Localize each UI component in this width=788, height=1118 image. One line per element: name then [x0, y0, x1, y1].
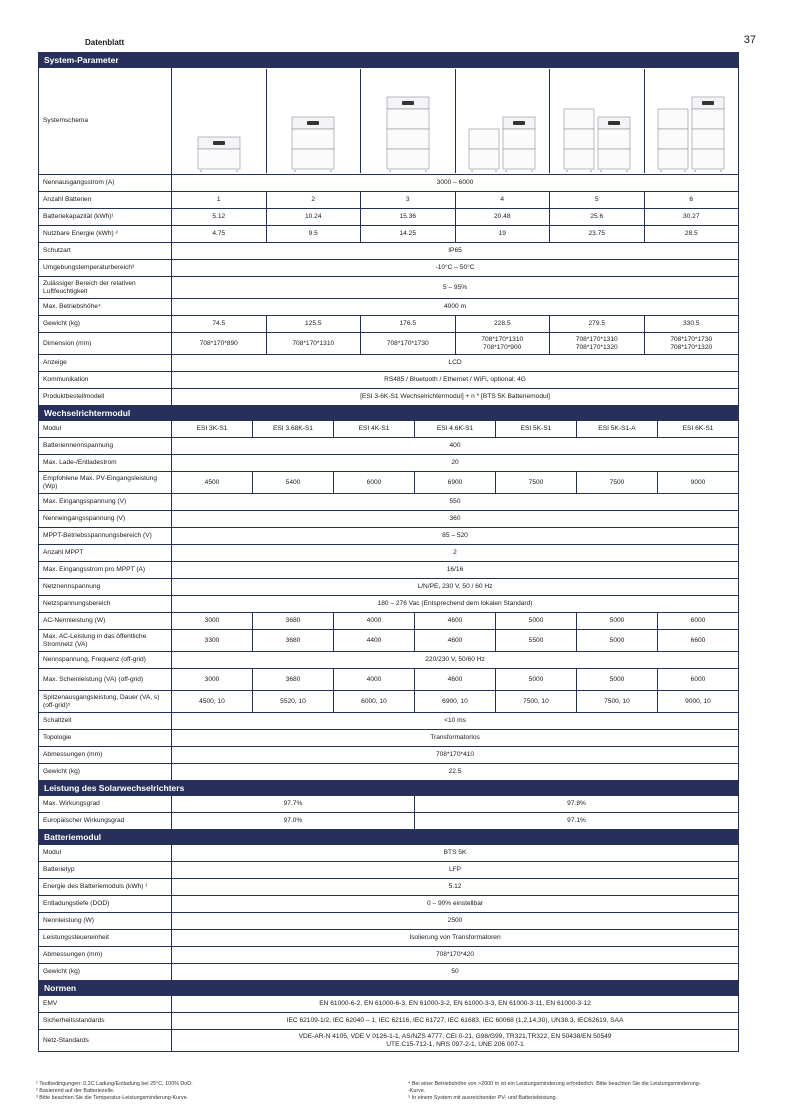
- value-cell: 6000: [658, 669, 739, 691]
- section-header-battery: [39, 830, 739, 845]
- value-cell: 360: [172, 511, 739, 528]
- system-illustration: [455, 69, 550, 173]
- table-row: [39, 438, 739, 455]
- value-cell: 3300: [172, 630, 253, 652]
- value-cell: 7500, 10: [496, 691, 577, 713]
- table-row: [39, 511, 739, 528]
- document-title: Datenblatt: [85, 38, 125, 47]
- system-schema-illustrations: [172, 68, 739, 175]
- table-row: [39, 613, 739, 630]
- value-cell: 97.8%: [415, 796, 739, 813]
- table-row: [39, 260, 739, 277]
- value-cell: 6600: [658, 630, 739, 652]
- value-cell: 5520, 10: [253, 691, 334, 713]
- row-label: Nennspannung, Frequenz (off-grid): [39, 652, 172, 669]
- row-label: Nutzbare Energie (kWh) ²: [39, 226, 172, 243]
- table-row: [39, 243, 739, 260]
- value-cell: 5.12: [212, 213, 226, 220]
- value-cell: IP65: [172, 243, 739, 260]
- value-cell: 5000: [577, 669, 658, 691]
- value-cell: 4000: [334, 669, 415, 691]
- row-label: Energie des Batteriemoduls (kWh) ¹: [39, 879, 172, 896]
- row-label: AC-Nennleistung (W): [39, 613, 172, 630]
- section-title: Normen: [39, 981, 739, 996]
- footnote: ⁵ In einem System mit ausreichender PV- und Batterieleistung.: [408, 1095, 558, 1101]
- row-label: Umgebungstemperaturbereich³: [39, 260, 172, 277]
- table-row: [39, 596, 739, 613]
- row-label: Abmessungen (mm): [39, 947, 172, 964]
- table-row: [39, 333, 739, 355]
- row-label: Max. Lade-/Entladestrom: [39, 455, 172, 472]
- row-label: Gewicht (kg): [39, 964, 172, 981]
- section-title: System-Parameter: [39, 53, 739, 68]
- value-cell: ESI 4.6K-S1: [415, 421, 496, 438]
- table-row: [39, 947, 739, 964]
- row-label: Max. Eingangsstrom pro MPPT (A): [39, 562, 172, 579]
- table-row: [39, 455, 739, 472]
- value-cell: 5000: [577, 613, 658, 630]
- value-cell: 5 – 95%: [172, 277, 739, 299]
- value-cell: 97.1%: [415, 813, 739, 830]
- value-cell: VDE-AR-N 4105, VDE V 0126-1-1, AS/NZS 4777, CEI 0-21, G98/G99, TR321,TR322, EN 50438/EN 50549 UTE C15-712-1, NRS 097-2-1, UNE 206 007-1: [172, 1030, 739, 1052]
- value-cell: 6: [644, 192, 739, 208]
- table-row: [39, 796, 739, 813]
- value-cell: 4000: [334, 613, 415, 630]
- value-cell: 85 – 520: [172, 528, 739, 545]
- value-cell: 9000: [658, 472, 739, 494]
- value-cell: 2500: [172, 913, 739, 930]
- value-cell: 50: [172, 964, 739, 981]
- row-label: Modul: [39, 845, 172, 862]
- footnote: ² Basierend auf der Batteriezelle.: [36, 1088, 115, 1094]
- table-row: [39, 226, 739, 243]
- value-cell: 4400: [334, 630, 415, 652]
- value-cell: ESI 6K-S1: [658, 421, 739, 438]
- table-row: [39, 579, 739, 596]
- table-row: [39, 421, 739, 438]
- value-cell: 4.75: [212, 230, 226, 237]
- value-cell: 220/230 V, 50/60 Hz: [172, 652, 739, 669]
- row-label: Max. Wirkungsgrad: [39, 796, 172, 813]
- row-label: Produktbestellmodell: [39, 389, 172, 406]
- table-row: [39, 372, 739, 389]
- six-value-group: [172, 316, 739, 333]
- value-cell: 0 – 90% einstellbar: [172, 896, 739, 913]
- table-row: [39, 730, 739, 747]
- value-cell: 708*170*890: [199, 339, 238, 347]
- value-cell: 550: [172, 494, 739, 511]
- value-cell: Transformatorlos: [172, 730, 739, 747]
- value-cell: 4500, 10: [172, 691, 253, 713]
- table-row: [39, 316, 739, 333]
- value-cell: 7500, 10: [577, 691, 658, 713]
- table-row: [39, 691, 739, 713]
- table-row: [39, 299, 739, 316]
- value-cell: EN 61000-6-2, EN 61000-6-3, EN 61000-3-2, EN 61000-3-3, EN 61000-3-11, EN 61000-3-12: [172, 996, 739, 1013]
- value-cell: 6000: [334, 472, 415, 494]
- row-label: Systemschema: [39, 68, 172, 175]
- row-label: Gewicht (kg): [39, 764, 172, 781]
- table-row: [39, 896, 739, 913]
- footnote: ³ Bitte beachten Sie die Temperatur-Leistungsminderung-Kurve.: [36, 1095, 189, 1101]
- value-cell: 400: [172, 438, 739, 455]
- table-row: [39, 494, 739, 511]
- table-row: [39, 652, 739, 669]
- value-cell: 30.27: [644, 209, 739, 225]
- system-illustration: [266, 69, 361, 173]
- row-label: Topologie: [39, 730, 172, 747]
- value-cell: 4: [455, 192, 550, 208]
- value-cell: 5500: [496, 630, 577, 652]
- section-header-solar: [39, 781, 739, 796]
- table-row: [39, 355, 739, 372]
- value-cell: 3000 – 6000: [172, 175, 739, 192]
- value-cell: 25.6: [549, 209, 644, 225]
- section-header-standards: [39, 981, 739, 996]
- value-cell: 3680: [253, 630, 334, 652]
- value-cell: 28.5: [644, 226, 739, 242]
- value-cell: ESI 3.68K-S1: [253, 421, 334, 438]
- section-title: Leistung des Solarwechselrichters: [39, 781, 739, 796]
- page-number: 37: [743, 34, 756, 46]
- value-cell: 20.48: [455, 209, 550, 225]
- table-row-schema: [39, 68, 739, 175]
- row-label: Zulässiger Bereich der relativen Luftfeuchtigkeit: [39, 277, 172, 299]
- value-cell: 708*170*1730: [360, 333, 455, 354]
- table-row: [39, 545, 739, 562]
- value-cell: 708*170*410: [172, 747, 739, 764]
- row-label: Batterietyp: [39, 862, 172, 879]
- value-cell: 6000: [658, 613, 739, 630]
- section-title: Batteriemodul: [39, 830, 739, 845]
- value-cell: 176.5: [360, 316, 455, 332]
- row-label: MPPT-Betriebsspannungsbereich (V): [39, 528, 172, 545]
- table-row: [39, 1030, 739, 1052]
- value-cell: 708*170*420: [172, 947, 739, 964]
- value-cell: ESI 5K-S1: [496, 421, 577, 438]
- value-cell: 5400: [253, 472, 334, 494]
- value-cell: 4500: [172, 472, 253, 494]
- table-row: [39, 913, 739, 930]
- value-cell: 4000 m: [172, 299, 739, 316]
- section-title: Wechselrichtermodul: [39, 406, 739, 421]
- row-label: Max. AC-Leistung in das öffentliche Stromnetz (VA): [39, 630, 172, 652]
- row-label: Dimension (mm): [39, 333, 172, 355]
- row-label: Netz-Standards: [39, 1030, 172, 1052]
- value-cell: -10°C – 50°C: [172, 260, 739, 277]
- table-row: [39, 813, 739, 830]
- value-cell: BTS 5K: [172, 845, 739, 862]
- row-label: Abmessungen (mm): [39, 747, 172, 764]
- value-cell: LFP: [172, 862, 739, 879]
- value-cell: 7500: [577, 472, 658, 494]
- table-row: [39, 175, 739, 192]
- row-label: Schaltzeit: [39, 713, 172, 730]
- value-cell: 2: [172, 545, 739, 562]
- section-header-inverter: [39, 406, 739, 421]
- value-cell: 4600: [415, 613, 496, 630]
- footnote: ¹ Testbedingungen: 0,2C Ladung/Entladung bei 25°C, 100% DoD.: [36, 1081, 193, 1087]
- table-row: [39, 713, 739, 730]
- value-cell: 228.5: [455, 316, 550, 332]
- six-value-group: [172, 226, 739, 243]
- value-cell: 9.5: [266, 226, 361, 242]
- row-label: Batteriennennspannung: [39, 438, 172, 455]
- row-label: Modul: [39, 421, 172, 438]
- value-cell: 97.0%: [172, 813, 415, 830]
- value-cell: 5.12: [172, 879, 739, 896]
- value-cell: 708*170*1310 708*170*900: [455, 333, 550, 354]
- row-label: Nennleistung (W): [39, 913, 172, 930]
- value-cell: 708*170*1730 708*170*1320: [644, 333, 739, 354]
- value-cell: 20: [172, 455, 739, 472]
- value-cell: 708*170*1310 708*170*1320: [549, 333, 644, 354]
- datasheet-table: [38, 52, 739, 1052]
- value-cell: 5: [549, 192, 644, 208]
- row-label: Empfohlene Max. PV-Eingangsleistung (Wp): [39, 472, 172, 494]
- value-cell: 6900, 10: [415, 691, 496, 713]
- value-cell: 4600: [415, 630, 496, 652]
- row-label: Kommunikation: [39, 372, 172, 389]
- value-cell: 5000: [496, 613, 577, 630]
- value-cell: 4600: [415, 669, 496, 691]
- value-cell: [ESI 3-6K-S1 Wechselrichtermodul] + n * [BTS 5K Batteriemodul]: [172, 389, 739, 406]
- table-row: [39, 845, 739, 862]
- value-cell: Isolierung von Transformatoren: [172, 930, 739, 947]
- row-label: Gewicht (kg): [39, 316, 172, 333]
- table-row: [39, 996, 739, 1013]
- value-cell: 16/16: [172, 562, 739, 579]
- table-row: [39, 630, 739, 652]
- value-cell: 7500: [496, 472, 577, 494]
- table-row: [39, 930, 739, 947]
- value-cell: ESI 4K-S1: [334, 421, 415, 438]
- footnotes-right: [408, 1081, 748, 1102]
- value-cell: 279.5: [549, 316, 644, 332]
- value-cell: IEC 62109-1/2, IEC 62040 – 1, IEC 62116, IEC 61727, IEC 61683, IEC 60068 (1,2,14,30), UN38.3, IEC62619, SAA: [172, 1013, 739, 1030]
- row-label: Europäischer Wirkungsgrad: [39, 813, 172, 830]
- row-label: Nenneingangsspannung (V): [39, 511, 172, 528]
- value-cell: 1: [216, 196, 221, 203]
- table-row: [39, 879, 739, 896]
- system-illustration: [172, 69, 266, 173]
- table-row: [39, 669, 739, 691]
- value-cell: 74.5: [212, 320, 226, 327]
- value-cell: 180 – 276 Vac (Entsprechend dem lokalen Standard): [172, 596, 739, 613]
- value-cell: 3680: [253, 669, 334, 691]
- six-value-group: [172, 209, 739, 226]
- table-row: [39, 389, 739, 406]
- footnote: ⁴ Bei einer Betriebshöhe von >2000 m ist ein Leistungsminderung erforderlich. Bitte beachten Sie die Leistungsminderung-: [408, 1081, 701, 1087]
- row-label: EMV: [39, 996, 172, 1013]
- value-cell: 10.24: [266, 209, 361, 225]
- value-cell: 14.25: [360, 226, 455, 242]
- table-row: [39, 862, 739, 879]
- table-row: [39, 209, 739, 226]
- row-label: Sicherheitsstandards: [39, 1013, 172, 1030]
- row-label: Netznennspannung: [39, 579, 172, 596]
- section-header-system: [39, 53, 739, 68]
- footnote: -Kurve.: [408, 1088, 426, 1094]
- value-cell: 15.36: [360, 209, 455, 225]
- table-row: [39, 562, 739, 579]
- table-row: [39, 764, 739, 781]
- value-cell: ESI 5K-S1-A: [577, 421, 658, 438]
- system-illustration: [360, 69, 455, 173]
- value-cell: 19: [455, 226, 550, 242]
- row-label: Spitzenausgangsleistung, Dauer (VA, s) (off-grid)⁵: [39, 691, 172, 713]
- six-value-group: [172, 192, 739, 209]
- table-row: [39, 472, 739, 494]
- row-label: Max. Betriebshöhe⁴: [39, 299, 172, 316]
- table-row: [39, 1013, 739, 1030]
- value-cell: 3000: [172, 669, 253, 691]
- table-row: [39, 964, 739, 981]
- row-label: Max. Scheinleistung (VA) (off-grid): [39, 669, 172, 691]
- table-row: [39, 747, 739, 764]
- row-label: Anzahl MPPT: [39, 545, 172, 562]
- value-cell: 6900: [415, 472, 496, 494]
- row-label: Max. Eingangsspannung (V): [39, 494, 172, 511]
- footnotes-left: [36, 1081, 366, 1102]
- value-cell: 3680: [253, 613, 334, 630]
- row-label: Anzeige: [39, 355, 172, 372]
- six-value-group: [172, 333, 739, 355]
- row-label: Leistungssteuereinheit: [39, 930, 172, 947]
- value-cell: 23.75: [549, 226, 644, 242]
- table-row: [39, 528, 739, 545]
- value-cell: L/N/PE, 230 V, 50 / 60 Hz: [172, 579, 739, 596]
- value-cell: 330.5: [644, 316, 739, 332]
- table-row: [39, 192, 739, 209]
- value-cell: ESI 3K-S1: [172, 421, 253, 438]
- value-cell: 708*170*1310: [266, 333, 361, 354]
- value-cell: 6000, 10: [334, 691, 415, 713]
- value-cell: 97.7%: [172, 796, 415, 813]
- value-cell: 9000, 10: [658, 691, 739, 713]
- system-illustration: [549, 69, 644, 173]
- value-cell: 3: [360, 192, 455, 208]
- row-label: Entladungstiefe (DOD): [39, 896, 172, 913]
- row-label: Anzahl Batterien: [39, 192, 172, 209]
- value-cell: LCD: [172, 355, 739, 372]
- value-cell: 2: [266, 192, 361, 208]
- row-label: Nennausgangsstrom (A): [39, 175, 172, 192]
- value-cell: 5000: [496, 669, 577, 691]
- value-cell: 5000: [577, 630, 658, 652]
- system-illustration: [644, 69, 739, 173]
- value-cell: 125.5: [266, 316, 361, 332]
- row-label: Batteriekapazität (kWh)¹: [39, 209, 172, 226]
- value-cell: 22.5: [172, 764, 739, 781]
- value-cell: <10 ms: [172, 713, 739, 730]
- table-row: [39, 277, 739, 299]
- row-label: Schutzart: [39, 243, 172, 260]
- value-cell: 3000: [172, 613, 253, 630]
- row-label: Netzspannungsbereich: [39, 596, 172, 613]
- value-cell: RS485 / Bluetooth / Ethernet / WiFi, optional: 4G: [172, 372, 739, 389]
